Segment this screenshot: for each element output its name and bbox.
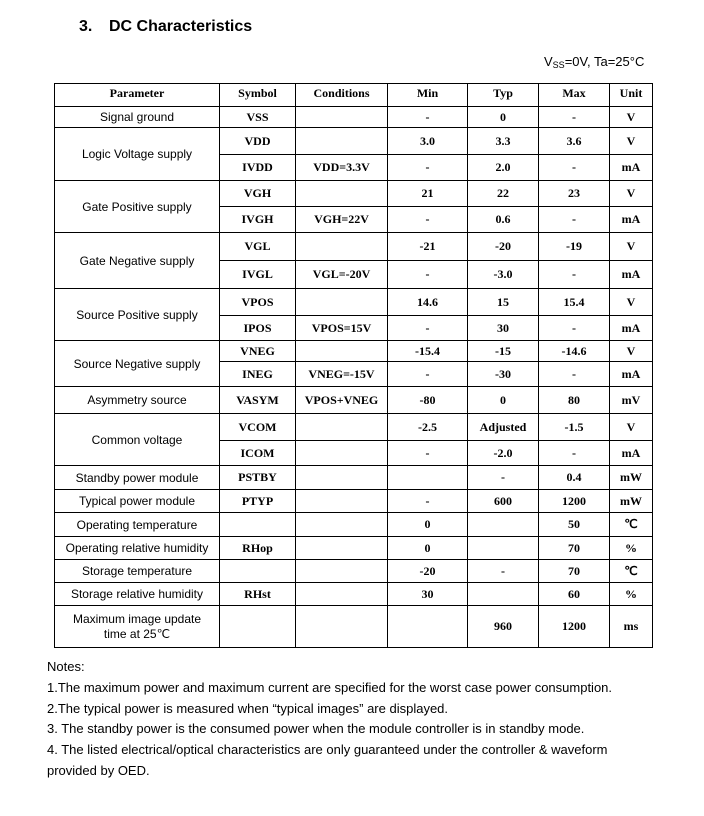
min-cell: -2.5 [388,414,468,441]
max-cell: 50 [539,513,610,537]
table-row [55,606,653,648]
conditions-cell [296,128,388,155]
symbol-cell: PTYP [220,490,296,513]
min-cell [388,606,468,648]
conditions-cell [296,537,388,560]
min-cell: - [388,261,468,289]
symbol-cell [220,513,296,537]
max-cell: - [539,261,610,289]
unit-cell: mA [610,441,653,466]
table-row [55,466,653,490]
table-row [55,341,653,362]
min-cell: 21 [388,181,468,207]
typ-cell: 30 [468,316,539,341]
note-line: provided by OED. [47,762,150,778]
note-line: 2.The typical power is measured when “typical images” are displayed. [47,700,449,716]
symbol-cell: RHst [220,583,296,606]
conditions-cell [296,513,388,537]
table-header-row [55,84,653,107]
typ-cell: 2.0 [468,155,539,181]
typ-cell [468,537,539,560]
param-cell: Typical power module [55,490,220,513]
symbol-cell: IPOS [220,316,296,341]
max-cell: - [539,316,610,341]
typ-cell [468,513,539,537]
conditions-cell: VGH=22V [296,207,388,233]
header-max: Max [539,84,610,107]
min-cell: 0 [388,513,468,537]
symbol-cell: IVDD [220,155,296,181]
typ-cell: 22 [468,181,539,207]
symbol-cell: RHop [220,537,296,560]
typ-cell [468,583,539,606]
typ-cell: 600 [468,490,539,513]
typ-cell: Adjusted [468,414,539,441]
min-cell: -80 [388,387,468,414]
symbol-cell [220,606,296,648]
unit-cell: mA [610,362,653,387]
table-row [55,513,653,537]
header-symbol: Symbol [220,84,296,107]
max-cell: -19 [539,233,610,261]
max-cell: - [539,362,610,387]
symbol-cell: IVGH [220,207,296,233]
conditions-cell [296,606,388,648]
unit-cell: % [610,583,653,606]
min-cell: - [388,316,468,341]
typ-cell: 15 [468,289,539,316]
notes-section [47,657,612,782]
max-cell: -14.6 [539,341,610,362]
conditions-cell [296,107,388,128]
param-cell: Storage relative humidity [55,583,220,606]
param-cell: Gate Positive supply [55,181,220,233]
min-cell: - [388,441,468,466]
symbol-cell: IVGL [220,261,296,289]
max-cell: 23 [539,181,610,207]
unit-cell: % [610,537,653,560]
typ-cell: -3.0 [468,261,539,289]
conditions-cell [296,441,388,466]
max-cell: - [539,155,610,181]
max-cell: - [539,207,610,233]
min-cell: - [388,362,468,387]
param-line: time at 25℃ [103,626,171,641]
unit-cell: mA [610,316,653,341]
note-line: 1.The maximum power and maximum current are specified for the worst case power consumption. [47,679,613,695]
param-cell: Storage temperature [55,560,220,583]
min-cell: -20 [388,560,468,583]
min-cell: -15.4 [388,341,468,362]
unit-cell: mV [610,387,653,414]
param-cell: Source Positive supply [55,289,220,341]
unit-cell: V [610,414,653,441]
typ-cell: -2.0 [468,441,539,466]
table-row [55,583,653,606]
conditions-cell [296,490,388,513]
max-cell: 60 [539,583,610,606]
table-row [55,414,653,441]
max-cell: 15.4 [539,289,610,316]
max-cell: 1200 [539,490,610,513]
symbol-cell: INEG [220,362,296,387]
table-row [55,537,653,560]
min-cell: - [388,155,468,181]
symbol-cell: VSS [220,107,296,128]
unit-cell: ℃ [610,513,653,537]
max-cell: 70 [539,537,610,560]
min-cell: -21 [388,233,468,261]
table-row [55,387,653,414]
param-cell: Operating relative humidity [55,537,220,560]
param-cell: Common voltage [55,414,220,466]
conditions-cell: VPOS=15V [296,316,388,341]
header-conditions: Conditions [296,84,388,107]
min-cell: 14.6 [388,289,468,316]
max-cell: 0.4 [539,466,610,490]
conditions-cell [296,181,388,207]
conditions-cell [296,466,388,490]
max-cell: 1200 [539,606,610,648]
typ-cell: 3.3 [468,128,539,155]
param-line: Maximum image update [72,611,202,626]
unit-cell: V [610,128,653,155]
min-cell: 3.0 [388,128,468,155]
unit-cell: ℃ [610,560,653,583]
table-row [55,128,653,155]
min-cell: - [388,490,468,513]
conditions-cell: VGL=-20V [296,261,388,289]
typ-cell: 960 [468,606,539,648]
table-row [55,289,653,316]
param-cell: Asymmetry source [55,387,220,414]
note-line: 4. The listed electrical/optical characteristics are only guaranteed under the controller & waveform [47,742,608,758]
unit-cell: ms [610,606,653,648]
typ-cell: 0 [468,107,539,128]
symbol-cell: PSTBY [220,466,296,490]
conditions-cell: VPOS+VNEG [296,387,388,414]
param-cell: Signal ground [55,107,220,128]
unit-cell: mA [610,207,653,233]
param-cell: Operating temperature [55,513,220,537]
min-cell: - [388,207,468,233]
param-cell [55,606,220,648]
conditions-cell: VNEG=-15V [296,362,388,387]
unit-cell: V [610,233,653,261]
min-cell [388,466,468,490]
param-cell: Standby power module [55,466,220,490]
table-row [55,233,653,261]
table-row [55,560,653,583]
conditions-cell [296,341,388,362]
symbol-cell: VDD [220,128,296,155]
param-cell: Gate Negative supply [55,233,220,289]
measurement-conditions: $V_{SS}=0V$, Ta=25°C [544,54,645,70]
conditions-cell: VDD=3.3V [296,155,388,181]
symbol-cell: ICOM [220,441,296,466]
table-row [55,107,653,128]
param-cell: Logic Voltage supply [55,128,220,181]
min-cell: - [388,107,468,128]
max-cell: -1.5 [539,414,610,441]
unit-cell: V [610,289,653,316]
conditions-cell [296,583,388,606]
typ-cell: -15 [468,341,539,362]
symbol-cell: VGH [220,181,296,207]
unit-cell: mW [610,490,653,513]
header-unit: Unit [610,84,653,107]
table-row [55,181,653,207]
symbol-cell: VGL [220,233,296,261]
unit-cell: mA [610,155,653,181]
min-cell: 0 [388,537,468,560]
unit-cell: V [610,181,653,207]
section-number: 3. [79,18,93,35]
table-row [55,490,653,513]
header-min: Min [388,84,468,107]
typ-cell: -30 [468,362,539,387]
param-cell: Source Negative supply [55,341,220,387]
max-cell: 3.6 [539,128,610,155]
typ-cell: -20 [468,233,539,261]
conditions-cell [296,233,388,261]
section-heading [79,18,252,36]
symbol-cell: VNEG [220,341,296,362]
typ-cell: 0.6 [468,207,539,233]
notes-heading: Notes: [47,659,85,674]
section-title: DC Characteristics [109,18,253,35]
typ-cell: - [468,466,539,490]
conditions-cell [296,414,388,441]
symbol-cell: VCOM [220,414,296,441]
header-parameter: Parameter [55,84,220,107]
unit-cell: mW [610,466,653,490]
typ-cell: 0 [468,387,539,414]
max-cell: 80 [539,387,610,414]
symbol-cell [220,560,296,583]
typ-cell: - [468,560,539,583]
min-cell: 30 [388,583,468,606]
symbol-cell: VASYM [220,387,296,414]
max-cell: - [539,441,610,466]
symbol-cell: VPOS [220,289,296,316]
conditions-cell [296,560,388,583]
conditions-cell [296,289,388,316]
unit-cell: V [610,341,653,362]
dc-characteristics-table [54,83,653,648]
header-typ: Typ [468,84,539,107]
max-cell: - [539,107,610,128]
unit-cell: mA [610,261,653,289]
note-line: 3. The standby power is the consumed power when the module controller is in standby mode. [47,721,585,737]
max-cell: 70 [539,560,610,583]
unit-cell: V [610,107,653,128]
